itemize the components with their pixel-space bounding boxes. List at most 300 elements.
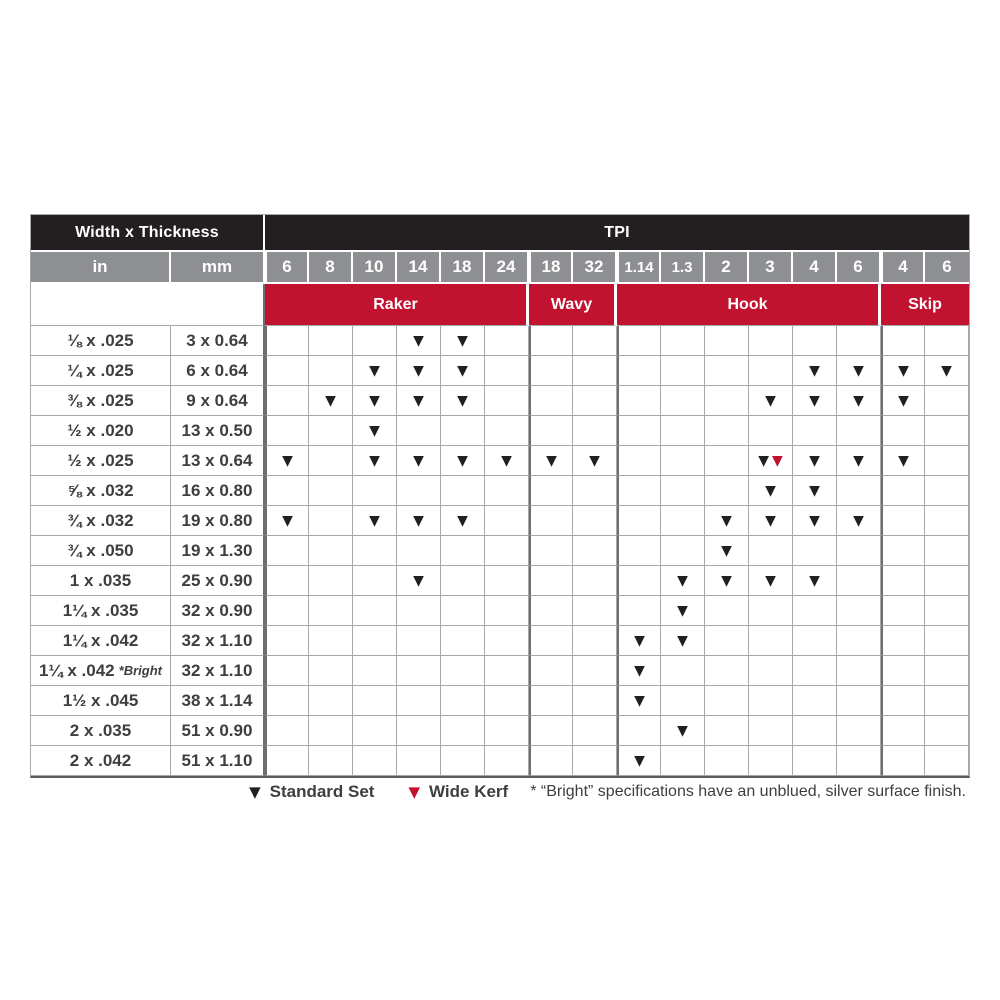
tpi-cell: [705, 536, 749, 566]
width-in-cell: ⅛ x .025: [31, 326, 171, 356]
tpi-value-header: 2: [705, 250, 749, 284]
standard-set-marker: ▼: [809, 362, 820, 379]
tpi-cell: [485, 566, 529, 596]
tpi-cell: [353, 476, 397, 506]
tpi-cell: [749, 326, 793, 356]
tpi-cell: [661, 386, 705, 416]
tpi-cell: [881, 686, 925, 716]
tpi-cell: [573, 626, 617, 656]
tpi-cell: [529, 416, 573, 446]
tooth-group-wavy: Wavy: [529, 284, 617, 326]
tpi-cell: [441, 596, 485, 626]
legend-wide-kerf: [408, 782, 508, 802]
tpi-cell: [353, 386, 397, 416]
tooth-group-skip: Skip: [881, 284, 969, 326]
tpi-cell: [617, 506, 661, 536]
tpi-cell: [749, 476, 793, 506]
tpi-cell: [793, 476, 837, 506]
tpi-cell: [397, 656, 441, 686]
standard-set-marker: ▼: [457, 362, 468, 379]
standard-set-marker: ▼: [413, 572, 424, 589]
standard-set-marker: ▼: [721, 542, 732, 559]
tpi-cell: [573, 506, 617, 536]
standard-set-marker: ▼: [634, 632, 645, 649]
standard-set-marker: ▼: [413, 512, 424, 529]
tpi-value-header: 4: [881, 250, 925, 284]
tpi-cell: [661, 506, 705, 536]
tpi-value-header: 14: [397, 250, 441, 284]
tpi-cell: [881, 566, 925, 596]
wide-kerf-marker-icon: ▼: [408, 782, 421, 801]
tpi-cell: [485, 416, 529, 446]
tpi-cell: [661, 716, 705, 746]
tpi-value-header: 24: [485, 250, 529, 284]
tpi-cell: [881, 656, 925, 686]
blade-spec-chart: [30, 214, 970, 778]
tpi-cell: [397, 446, 441, 476]
tpi-cell: [749, 626, 793, 656]
wide-kerf-marker: ▼: [772, 452, 783, 469]
tpi-cell: [749, 596, 793, 626]
legend-standard-set: [249, 782, 374, 802]
tpi-cell: [925, 476, 969, 506]
width-mm-cell: 3 x 0.64: [171, 326, 265, 356]
tpi-cell: [925, 356, 969, 386]
tpi-cell: [353, 446, 397, 476]
tpi-cell: [265, 746, 309, 776]
tpi-cell: [529, 446, 573, 476]
tpi-cell: [749, 356, 793, 386]
tpi-cell: [573, 566, 617, 596]
tpi-cell: [793, 446, 837, 476]
standard-set-marker: ▼: [809, 482, 820, 499]
standard-set-marker: ▼: [457, 512, 468, 529]
tpi-cell: [749, 416, 793, 446]
tpi-cell: [705, 506, 749, 536]
standard-set-marker: ▼: [853, 362, 864, 379]
tpi-cell: [353, 596, 397, 626]
tpi-cell: [705, 746, 749, 776]
tpi-cell: [881, 506, 925, 536]
tpi-value-header: 18: [529, 250, 573, 284]
tpi-cell: [793, 596, 837, 626]
width-mm-cell: 9 x 0.64: [171, 386, 265, 416]
tpi-cell: [529, 536, 573, 566]
tpi-cell: [485, 746, 529, 776]
tpi-cell: [441, 356, 485, 386]
tpi-cell: [837, 416, 881, 446]
tpi-cell: [309, 446, 353, 476]
tpi-value-header: 6: [265, 250, 309, 284]
tpi-cell: [661, 536, 705, 566]
tpi-cell: [617, 386, 661, 416]
tpi-header: TPI: [265, 215, 969, 250]
tpi-cell: [925, 746, 969, 776]
tpi-cell: [309, 476, 353, 506]
tpi-cell: [837, 596, 881, 626]
tpi-cell: [837, 446, 881, 476]
tpi-cell: [485, 626, 529, 656]
tpi-cell: [925, 566, 969, 596]
tpi-cell: [925, 446, 969, 476]
tpi-cell: [353, 716, 397, 746]
standard-set-marker: ▼: [369, 362, 380, 379]
tpi-cell: [397, 596, 441, 626]
tpi-cell: [661, 626, 705, 656]
tpi-cell: [881, 716, 925, 746]
spec-table-grid: [30, 214, 970, 778]
tpi-value-header: 4: [793, 250, 837, 284]
tpi-cell: [485, 716, 529, 746]
tpi-cell: [485, 326, 529, 356]
tpi-cell: [529, 356, 573, 386]
standard-set-marker: ▼: [765, 572, 776, 589]
standard-set-marker: ▼: [634, 752, 645, 769]
standard-set-marker: ▼: [501, 452, 512, 469]
tpi-cell: [793, 716, 837, 746]
width-in-cell: ¾ x .050: [31, 536, 171, 566]
width-mm-cell: 6 x 0.64: [171, 356, 265, 386]
tpi-cell: [881, 536, 925, 566]
tpi-cell: [485, 506, 529, 536]
tpi-cell: [617, 356, 661, 386]
legend-wide-kerf-label: Wide Kerf: [429, 782, 509, 801]
tpi-cell: [485, 446, 529, 476]
tpi-cell: [397, 536, 441, 566]
tooth-group-hook: Hook: [617, 284, 881, 326]
tpi-cell: [265, 536, 309, 566]
tpi-cell: [485, 656, 529, 686]
width-mm-cell: 32 x 1.10: [171, 656, 265, 686]
tpi-cell: [661, 446, 705, 476]
width-in-cell: ⅜ x .025: [31, 386, 171, 416]
tpi-cell: [441, 656, 485, 686]
tpi-cell: [529, 716, 573, 746]
tpi-cell: [705, 416, 749, 446]
standard-set-marker: ▼: [677, 722, 688, 739]
tpi-cell: [925, 506, 969, 536]
tpi-cell: [837, 326, 881, 356]
tpi-cell: [881, 746, 925, 776]
tpi-cell: [441, 746, 485, 776]
tpi-value-header: 6: [837, 250, 881, 284]
tpi-cell: [573, 716, 617, 746]
standard-set-marker: ▼: [634, 662, 645, 679]
standard-set-marker: ▼: [413, 362, 424, 379]
tpi-cell: [705, 386, 749, 416]
tpi-cell: [705, 476, 749, 506]
tpi-cell: [881, 626, 925, 656]
tpi-cell: [529, 476, 573, 506]
tpi-cell: [309, 626, 353, 656]
tpi-cell: [441, 536, 485, 566]
tpi-cell: [265, 446, 309, 476]
standard-set-marker: ▼: [369, 392, 380, 409]
tpi-cell: [309, 716, 353, 746]
tpi-cell: [441, 716, 485, 746]
tpi-cell: [397, 686, 441, 716]
tpi-cell: [793, 656, 837, 686]
width-in-cell: ½ x .020: [31, 416, 171, 446]
width-mm-cell: 19 x 0.80: [171, 506, 265, 536]
tpi-cell: [397, 416, 441, 446]
standard-set-marker: ▼: [765, 482, 776, 499]
width-in-cell: ⅝ x .032: [31, 476, 171, 506]
tpi-cell: [529, 746, 573, 776]
tpi-cell: [749, 506, 793, 536]
standard-set-marker: ▼: [809, 572, 820, 589]
tpi-cell: [573, 536, 617, 566]
standard-set-marker: ▼: [721, 512, 732, 529]
width-mm-cell: 19 x 1.30: [171, 536, 265, 566]
standard-set-marker: ▼: [634, 692, 645, 709]
tpi-cell: [573, 686, 617, 716]
tpi-cell: [573, 386, 617, 416]
tpi-cell: [353, 536, 397, 566]
width-mm-cell: 13 x 0.50: [171, 416, 265, 446]
tpi-cell: [617, 446, 661, 476]
tpi-cell: [793, 506, 837, 536]
tpi-cell: [265, 656, 309, 686]
tpi-cell: [705, 716, 749, 746]
tpi-cell: [617, 416, 661, 446]
tpi-cell: [881, 596, 925, 626]
standard-set-marker: ▼: [413, 452, 424, 469]
standard-set-marker: ▼: [282, 512, 293, 529]
tpi-cell: [617, 626, 661, 656]
width-in-cell: 1¼ x .042: [31, 626, 171, 656]
tpi-cell: [265, 626, 309, 656]
tpi-cell: [309, 356, 353, 386]
bright-footnote: * “Bright” specifications have an unblued, silver surface finish.: [530, 783, 966, 800]
width-in-cell: ¾ x .032: [31, 506, 171, 536]
standard-set-marker: ▼: [853, 452, 864, 469]
tpi-cell: [661, 746, 705, 776]
tpi-cell: [661, 656, 705, 686]
tpi-cell: [749, 716, 793, 746]
width-in-cell: ¼ x .025: [31, 356, 171, 386]
tpi-cell: [441, 386, 485, 416]
tpi-cell: [265, 326, 309, 356]
tpi-cell: [485, 386, 529, 416]
tpi-cell: [881, 476, 925, 506]
tpi-cell: [397, 386, 441, 416]
standard-set-marker: ▼: [765, 512, 776, 529]
tpi-cell: [265, 686, 309, 716]
tpi-cell: [309, 416, 353, 446]
standard-set-marker: ▼: [898, 452, 909, 469]
tpi-cell: [661, 596, 705, 626]
tpi-cell: [793, 326, 837, 356]
tpi-cell: [265, 416, 309, 446]
tpi-cell: [397, 566, 441, 596]
tpi-cell: [397, 356, 441, 386]
tpi-cell: [485, 596, 529, 626]
tpi-cell: [309, 596, 353, 626]
standard-set-marker: ▼: [282, 452, 293, 469]
standard-set-marker: ▼: [457, 332, 468, 349]
tpi-cell: [309, 746, 353, 776]
tpi-cell: [353, 326, 397, 356]
tpi-cell: [617, 746, 661, 776]
tpi-cell: [397, 476, 441, 506]
tpi-cell: [441, 626, 485, 656]
tpi-cell: [397, 506, 441, 536]
tpi-cell: [353, 686, 397, 716]
tpi-cell: [265, 596, 309, 626]
tpi-cell: [925, 326, 969, 356]
standard-set-marker: ▼: [898, 392, 909, 409]
tpi-cell: [353, 656, 397, 686]
tpi-cell: [441, 446, 485, 476]
tpi-cell: [573, 416, 617, 446]
standard-set-marker: ▼: [809, 512, 820, 529]
tpi-cell: [397, 716, 441, 746]
tpi-cell: [485, 686, 529, 716]
tpi-cell: [749, 566, 793, 596]
legend: [30, 782, 966, 802]
tpi-cell: [353, 506, 397, 536]
tpi-cell: [573, 656, 617, 686]
width-in-cell: 2 x .042: [31, 746, 171, 776]
standard-set-marker: ▼: [325, 392, 336, 409]
tpi-cell: [661, 416, 705, 446]
tpi-cell: [661, 326, 705, 356]
tpi-cell: [573, 446, 617, 476]
group-row-spacer: [31, 284, 265, 326]
tpi-cell: [617, 686, 661, 716]
standard-set-marker: ▼: [677, 602, 688, 619]
width-in-cell: 1 x .035: [31, 566, 171, 596]
tpi-cell: [441, 506, 485, 536]
tpi-cell: [793, 566, 837, 596]
tpi-value-header: 1.3: [661, 250, 705, 284]
standard-set-marker: ▼: [589, 452, 600, 469]
width-mm-cell: 25 x 0.90: [171, 566, 265, 596]
tpi-cell: [837, 626, 881, 656]
standard-set-marker: ▼: [413, 392, 424, 409]
tpi-cell: [705, 596, 749, 626]
tpi-cell: [529, 386, 573, 416]
tpi-cell: [881, 386, 925, 416]
tpi-cell: [793, 386, 837, 416]
width-in-cell: 2 x .035: [31, 716, 171, 746]
standard-set-marker: ▼: [898, 362, 909, 379]
in-column-header: in: [31, 250, 171, 284]
tpi-cell: [441, 686, 485, 716]
tpi-cell: [793, 626, 837, 656]
width-mm-cell: 38 x 1.14: [171, 686, 265, 716]
tpi-cell: [749, 536, 793, 566]
tpi-cell: [793, 746, 837, 776]
tpi-cell: [793, 536, 837, 566]
tpi-cell: [265, 476, 309, 506]
standard-set-marker: ▼: [853, 512, 864, 529]
tpi-cell: [309, 326, 353, 356]
tpi-cell: [353, 626, 397, 656]
tpi-cell: [529, 626, 573, 656]
width-mm-cell: 13 x 0.64: [171, 446, 265, 476]
tpi-cell: [837, 536, 881, 566]
tpi-cell: [441, 476, 485, 506]
standard-set-marker: ▼: [721, 572, 732, 589]
tpi-cell: [705, 446, 749, 476]
tpi-cell: [837, 386, 881, 416]
tpi-cell: [925, 416, 969, 446]
tpi-cell: [265, 386, 309, 416]
tpi-value-header: 8: [309, 250, 353, 284]
tpi-cell: [617, 716, 661, 746]
tpi-cell: [661, 566, 705, 596]
tpi-cell: [573, 326, 617, 356]
standard-set-marker: ▼: [457, 452, 468, 469]
tpi-cell: [925, 626, 969, 656]
tpi-cell: [837, 476, 881, 506]
tpi-cell: [529, 686, 573, 716]
tpi-value-header: 6: [925, 250, 969, 284]
tpi-cell: [705, 566, 749, 596]
tpi-cell: [793, 356, 837, 386]
standard-set-marker: ▼: [546, 452, 557, 469]
tpi-cell: [837, 746, 881, 776]
tpi-cell: [837, 656, 881, 686]
tpi-cell: [529, 656, 573, 686]
tpi-cell: [309, 536, 353, 566]
tpi-cell: [309, 686, 353, 716]
standard-set-marker: ▼: [369, 452, 380, 469]
tpi-cell: [485, 356, 529, 386]
tpi-cell: [749, 446, 793, 476]
tpi-cell: [265, 716, 309, 746]
tpi-cell: [397, 326, 441, 356]
width-in-cell: 1¼ x .042 *Bright: [31, 656, 171, 686]
legend-standard-set-label: Standard Set: [269, 782, 375, 801]
tpi-cell: [353, 566, 397, 596]
standard-set-marker: ▼: [369, 512, 380, 529]
width-mm-cell: 32 x 0.90: [171, 596, 265, 626]
width-mm-cell: 51 x 1.10: [171, 746, 265, 776]
tpi-cell: [881, 326, 925, 356]
tpi-cell: [309, 506, 353, 536]
tpi-cell: [573, 476, 617, 506]
tpi-cell: [309, 566, 353, 596]
bright-flag: *Bright: [118, 663, 162, 678]
tpi-cell: [881, 416, 925, 446]
tpi-cell: [309, 386, 353, 416]
tpi-cell: [309, 656, 353, 686]
tpi-cell: [573, 356, 617, 386]
tpi-cell: [837, 506, 881, 536]
width-in-cell: 1½ x .045: [31, 686, 171, 716]
tpi-cell: [881, 446, 925, 476]
tpi-cell: [485, 536, 529, 566]
tpi-cell: [837, 686, 881, 716]
standard-set-marker: ▼: [765, 392, 776, 409]
tpi-cell: [529, 506, 573, 536]
width-in-cell: ½ x .025: [31, 446, 171, 476]
tpi-cell: [793, 416, 837, 446]
tpi-cell: [925, 656, 969, 686]
tpi-cell: [881, 356, 925, 386]
tpi-cell: [705, 326, 749, 356]
tpi-cell: [617, 536, 661, 566]
width-in-cell: 1¼ x .035: [31, 596, 171, 626]
tpi-cell: [617, 326, 661, 356]
tpi-cell: [925, 596, 969, 626]
tpi-cell: [661, 476, 705, 506]
tpi-cell: [353, 746, 397, 776]
tpi-value-header: 10: [353, 250, 397, 284]
